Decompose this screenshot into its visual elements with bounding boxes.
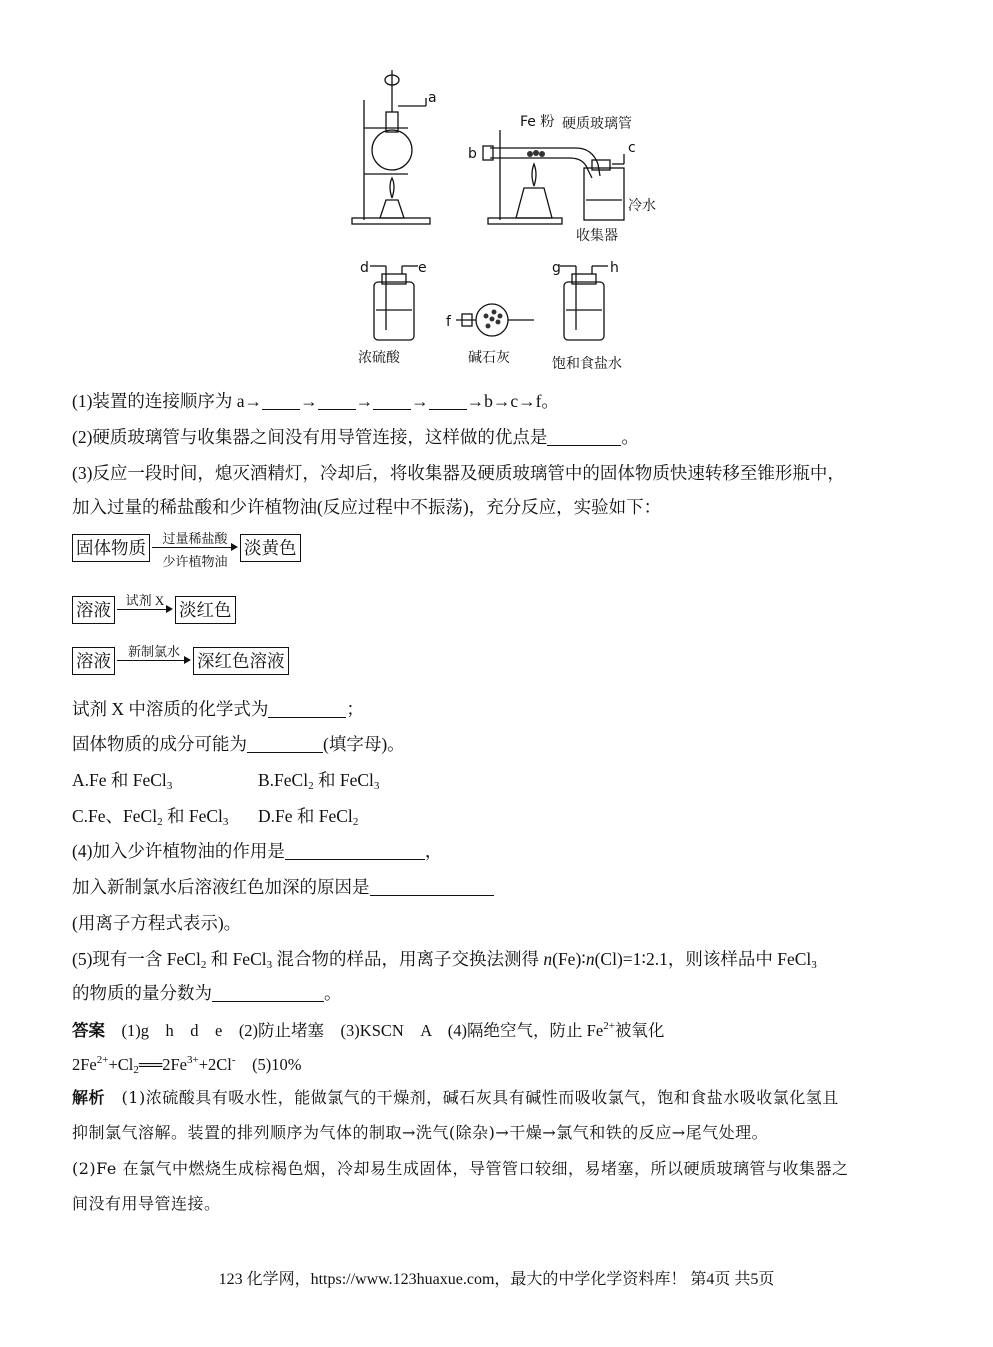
answer-sup-2: 2+ bbox=[96, 1054, 109, 1066]
option-a[interactable] bbox=[72, 767, 172, 792]
question-1 bbox=[72, 388, 559, 413]
q4-line-3: (用离子方程式表示)。 bbox=[72, 913, 242, 933]
answer-sup-3: 3+ bbox=[187, 1054, 199, 1066]
flow-3-to: 深红色溶液 bbox=[193, 647, 289, 675]
q5-line-1 bbox=[72, 946, 817, 971]
q5-text-1: (5)现有一含 FeCl bbox=[72, 949, 201, 969]
analysis-line-1 bbox=[72, 1085, 839, 1108]
q5-blank[interactable] bbox=[212, 984, 324, 1003]
answer-eq-a: 2Fe bbox=[72, 1055, 97, 1074]
q5-end: 。 bbox=[324, 983, 342, 1003]
answer-sup-1: 2+ bbox=[603, 1020, 615, 1032]
q1-blank-2[interactable] bbox=[318, 392, 356, 411]
label-conc-sulfuric: 浓硫酸 bbox=[358, 350, 400, 366]
q1-blank-1[interactable] bbox=[262, 392, 300, 411]
q3-reagent-text: 试剂 X 中溶质的化学式为 bbox=[72, 699, 269, 719]
label-d: d bbox=[360, 260, 369, 276]
answer-sub-2: 2 bbox=[133, 1064, 139, 1076]
flow-row-1 bbox=[72, 528, 301, 569]
q3-line-2: 加入过量的稀盐酸和少许植物油(反应过程中不振荡)，充分反应，实验如下： bbox=[72, 497, 662, 517]
q5-n-2: n bbox=[585, 949, 595, 969]
flow-2-arrow bbox=[117, 590, 173, 624]
flow-row-2 bbox=[72, 590, 236, 624]
q3-line-1: (3)反应一段时间，熄灭酒精灯，冷却后，将收集器及硬质玻璃管中的固体物质快速转移至锥形瓶中， bbox=[72, 463, 845, 483]
q1-blank-3[interactable] bbox=[373, 392, 411, 411]
question-2 bbox=[72, 424, 639, 449]
q3-reagent-line bbox=[72, 696, 364, 721]
q1-arrow-1: → bbox=[300, 391, 318, 411]
label-hard-glass-tube: 硬质玻璃管 bbox=[562, 116, 632, 132]
option-a-text: A.Fe 和 FeCl bbox=[72, 770, 167, 790]
flow-3-from: 溶液 bbox=[72, 647, 115, 675]
q4-text-2: 加入新制氯水后溶液红色加深的原因是 bbox=[72, 877, 370, 897]
q3-solid-line bbox=[72, 731, 405, 756]
option-d[interactable] bbox=[258, 803, 358, 828]
answer-line-2 bbox=[72, 1051, 302, 1076]
flow-2-reagent-top: 试剂 X bbox=[125, 593, 165, 608]
option-c-sub-2: 3 bbox=[222, 816, 229, 828]
answer-text-2-end: (5)10% bbox=[235, 1055, 302, 1074]
label-fe-powder: Fe 粉 bbox=[520, 114, 555, 130]
flow-1-from: 固体物质 bbox=[72, 534, 150, 562]
label-soda-lime: 碱石灰 bbox=[468, 350, 510, 366]
analysis-line-2: 抑制氯气溶解。装置的排列顺序为气体的制取→洗气(除杂)→干燥→氯气和铁的反应→尾气处理。 bbox=[72, 1123, 769, 1142]
analysis-text-1: (1)浓硫酸具有吸水性，能做氯气的干燥剂，碱石灰具有碱性而吸收氯气，饱和食盐水吸收氯化氢且 bbox=[121, 1088, 839, 1107]
label-b: b bbox=[468, 146, 477, 162]
flow-3-arrow bbox=[117, 641, 191, 675]
q2-blank[interactable] bbox=[547, 428, 621, 447]
q1-prefix: (1)装置的连接顺序为 a→ bbox=[72, 391, 263, 411]
option-d-text: D.Fe 和 FeCl bbox=[258, 806, 353, 826]
apparatus-figure bbox=[330, 60, 690, 380]
flow-row-3 bbox=[72, 641, 289, 675]
flow-2-to: 淡红色 bbox=[175, 596, 236, 624]
answer-line-1 bbox=[72, 1017, 664, 1041]
label-h: h bbox=[610, 260, 619, 276]
flow-1-reagent-top: 过量稀盐酸 bbox=[162, 531, 228, 546]
answer-label: 答案 bbox=[72, 1021, 105, 1040]
option-b-sub-1: 2 bbox=[308, 780, 314, 792]
q3-reagent-blank[interactable] bbox=[268, 700, 346, 719]
answer-text-1: (1)g h d e (2)防止堵塞 (3)KSCN A (4)隔绝空气，防止 Fe bbox=[121, 1021, 604, 1040]
q5-text-4: (Fe)∶ bbox=[552, 949, 586, 969]
q5-text-6: 的物质的量分数为 bbox=[72, 983, 212, 1003]
label-c: c bbox=[628, 140, 636, 156]
q5-text-2: 和 FeCl bbox=[206, 949, 267, 969]
label-cold-water: 冷水 bbox=[628, 198, 656, 214]
answer-eq-b: +Cl bbox=[108, 1055, 134, 1074]
q1-arrow-3: → bbox=[411, 391, 429, 411]
option-b-text: B.FeCl bbox=[258, 770, 309, 790]
q5-sub-3: 3 bbox=[811, 959, 817, 971]
flow-1-arrow bbox=[152, 528, 238, 569]
option-c-text: C.Fe、FeCl bbox=[72, 806, 158, 826]
analysis-line-4: 间没有用导管连接。 bbox=[72, 1194, 221, 1213]
q5-sub-2: 3 bbox=[266, 959, 273, 971]
label-a: a bbox=[428, 90, 437, 106]
option-b-sub-2: 3 bbox=[373, 780, 380, 792]
label-f: f bbox=[446, 314, 451, 330]
answer-eq-c: ══2Fe bbox=[138, 1055, 188, 1074]
option-d-sub: 2 bbox=[352, 816, 359, 828]
option-c-text-2: 和 FeCl bbox=[162, 806, 223, 826]
q2-text: (2)硬质玻璃管与收集器之间没有用导管连接，这样做的优点是 bbox=[72, 427, 548, 447]
q1-blank-4[interactable] bbox=[429, 392, 467, 411]
q5-text-3: 混合物的样品，用离子交换法测得 bbox=[272, 949, 544, 969]
label-collector: 收集器 bbox=[576, 228, 618, 244]
q5-n-1: n bbox=[543, 949, 553, 969]
option-b-text-2: 和 FeCl bbox=[313, 770, 374, 790]
apparatus-diagram bbox=[330, 60, 690, 380]
label-g: g bbox=[552, 260, 561, 276]
q5-line-2 bbox=[72, 980, 342, 1005]
q4-blank-1[interactable] bbox=[285, 842, 425, 861]
q4-line-1 bbox=[72, 838, 442, 863]
flow-1-reagent-bottom: 少许植物油 bbox=[162, 554, 228, 569]
q2-end: 。 bbox=[621, 427, 639, 447]
label-brine: 饱和食盐水 bbox=[552, 356, 622, 372]
label-e: e bbox=[418, 260, 427, 276]
answer-text-1-end: 被氧化 bbox=[614, 1021, 665, 1040]
option-c-sub-1: 2 bbox=[157, 816, 163, 828]
q3-solid-blank[interactable] bbox=[247, 735, 323, 754]
answer-sup-4: - bbox=[231, 1054, 236, 1066]
flow-3-reagent-top: 新制氯水 bbox=[127, 644, 180, 659]
answer-eq-d: +2Cl bbox=[198, 1055, 232, 1074]
analysis-label: 解析 bbox=[72, 1088, 106, 1107]
option-a-sub: 3 bbox=[166, 780, 173, 792]
analysis-line-3: (2)Fe 在氯气中燃烧生成棕褐色烟，冷却易生成固体，导管管口较细，易堵塞，所以硬质玻璃管与收集器之 bbox=[72, 1159, 849, 1178]
q4-end-1: ， bbox=[424, 841, 443, 861]
option-b[interactable] bbox=[258, 767, 379, 792]
option-c[interactable] bbox=[72, 803, 228, 828]
q3-solid-end: (填字母)。 bbox=[323, 734, 405, 754]
flow-1-to: 淡黄色 bbox=[240, 534, 301, 562]
q4-line-2 bbox=[72, 874, 494, 899]
q4-blank-2[interactable] bbox=[370, 878, 494, 897]
q5-sub-1: 2 bbox=[200, 959, 207, 971]
q4-text-1: (4)加入少许植物油的作用是 bbox=[72, 841, 285, 861]
q5-text-5: (Cl)=1∶2.1，则该样品中 FeCl bbox=[594, 949, 812, 969]
q3-solid-text: 固体物质的成分可能为 bbox=[72, 734, 247, 754]
q3-reagent-end: ； bbox=[346, 699, 364, 719]
q1-suffix: →b→c→f。 bbox=[466, 391, 559, 411]
q1-arrow-2: → bbox=[355, 391, 374, 411]
flow-2-from: 溶液 bbox=[72, 596, 115, 624]
page-footer: 123 化学网，https://www.123huaxue.com，最大的中学化学资料库！ 第4页 共5页 bbox=[218, 1271, 775, 1288]
